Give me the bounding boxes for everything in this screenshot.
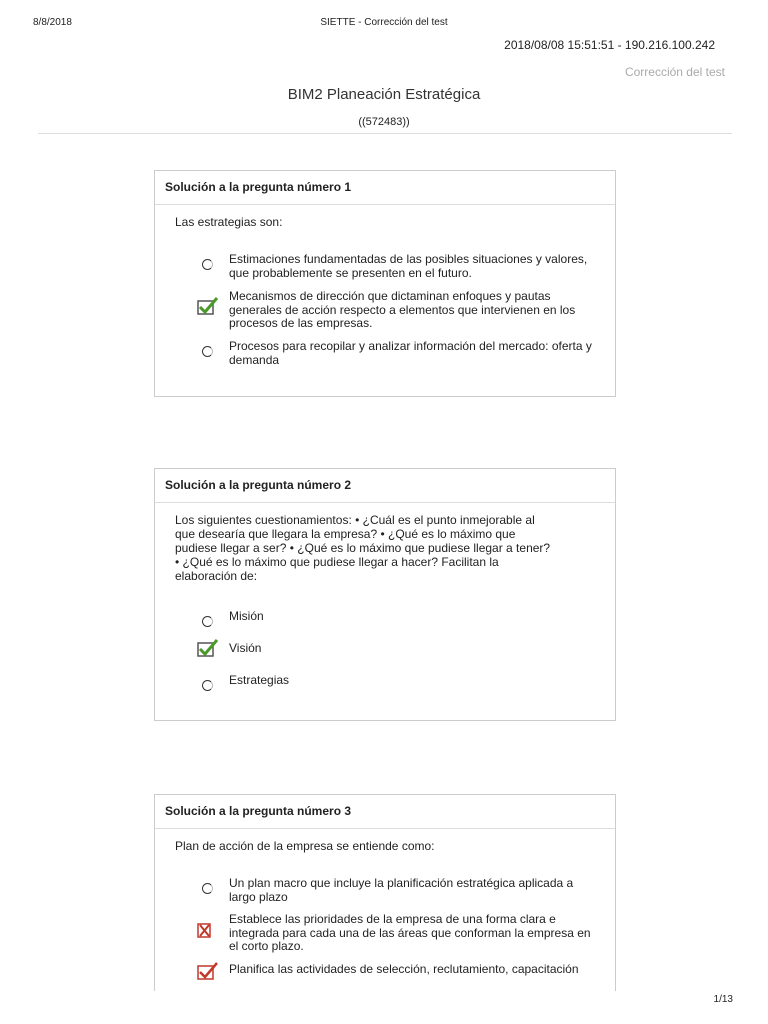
question-card-1 bbox=[154, 170, 616, 397]
correct-check-icon bbox=[197, 296, 217, 316]
radio-icon[interactable] bbox=[197, 610, 217, 630]
option-text: Estrategias bbox=[229, 673, 290, 687]
test-title: BIM2 Planeación Estratégica bbox=[287, 86, 481, 103]
correct-check-icon bbox=[197, 638, 217, 658]
option-text: Establece las prioridades de la empresa de una forma clara e integrada para cada una de las áreas que conforman la empresa en el corto plazo. bbox=[229, 912, 591, 953]
print-page-title: SIETTE - Corrección del test bbox=[320, 17, 448, 28]
question-text: Plan de acción de la empresa se entiende como: bbox=[175, 839, 435, 853]
radio-icon[interactable] bbox=[197, 674, 217, 694]
divider bbox=[38, 133, 732, 134]
timestamp: 2018/08/08 15:51:51 - 190.216.100.242 bbox=[504, 38, 715, 52]
test-id: ((572483)) bbox=[358, 116, 410, 128]
correction-link[interactable]: Corrección del test bbox=[624, 65, 725, 79]
check-icon bbox=[197, 961, 217, 981]
radio-icon[interactable] bbox=[197, 340, 217, 360]
option-text: Procesos para recopilar y analizar información del mercado: oferta y demanda bbox=[229, 339, 592, 367]
question-text: Los siguientes cuestionamientos: • ¿Cuál es el punto inmejorable al que desearía que llegara la empresa? • ¿Qué es lo máximo que pudiese llegar a ser? • ¿Qué es lo máximo que pudiese llegar a tener? • ¿Qué es lo máximo que pudiese llegar a hacer? Facilitan la elaboración de: bbox=[175, 513, 551, 583]
question-text: Las estrategias son: bbox=[175, 215, 283, 229]
question-heading: Solución a la pregunta número 2 bbox=[155, 469, 615, 503]
question-heading: Solución a la pregunta número 1 bbox=[155, 171, 615, 205]
option-text: Visión bbox=[229, 641, 262, 655]
option-text: Un plan macro que incluye la planificación estratégica aplicada a largo plazo bbox=[229, 876, 574, 904]
question-card-3 bbox=[154, 794, 616, 991]
question-heading: Solución a la pregunta número 3 bbox=[155, 795, 615, 829]
radio-icon[interactable] bbox=[197, 253, 217, 273]
question-card-2 bbox=[154, 468, 616, 721]
radio-icon[interactable] bbox=[197, 877, 217, 897]
option-text: Misión bbox=[229, 609, 264, 623]
page-number: 1/13 bbox=[713, 994, 733, 1005]
wrong-x-icon bbox=[197, 920, 217, 940]
option-text: Mecanismos de dirección que dictaminan enfoques y pautas generales de acción respecto a elementos que intervienen en los procesos de las empresas. bbox=[229, 289, 576, 330]
option-text: Estimaciones fundamentadas de las posibles situaciones y valores, que probablemente se presenten en el futuro. bbox=[229, 252, 588, 280]
print-date: 8/8/2018 bbox=[33, 17, 72, 28]
option-text: Planifica las actividades de selección, reclutamiento, capacitación bbox=[229, 962, 579, 976]
